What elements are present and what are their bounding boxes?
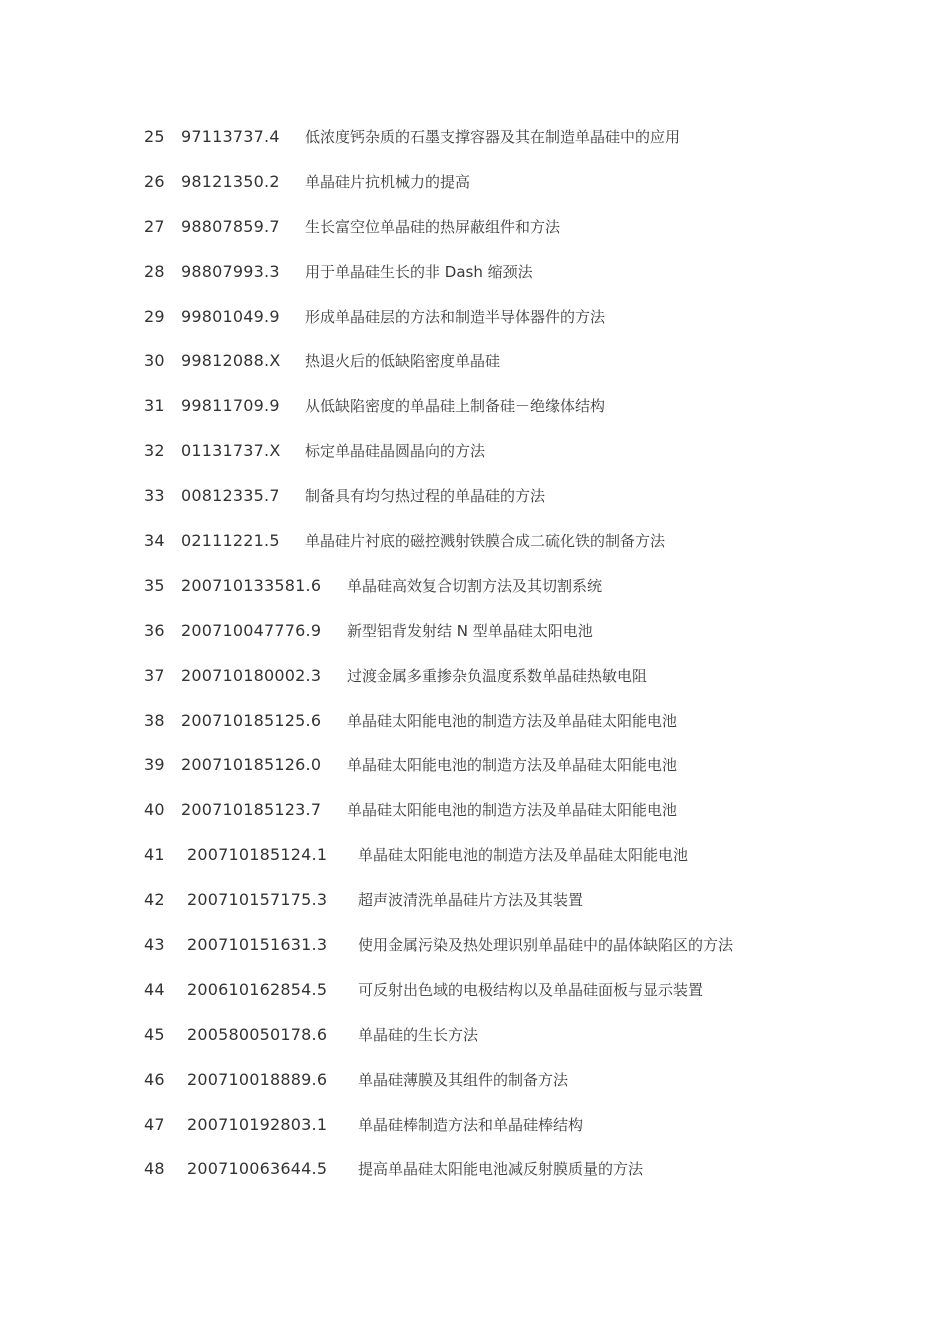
entry-number: 32 xyxy=(144,441,165,461)
application-number: 200580050178.6 xyxy=(187,1024,328,1044)
application-number: 200710185126.0 xyxy=(181,755,322,775)
patent-title: 可反射出色域的电极结构以及单晶硅面板与显示装置 xyxy=(358,980,704,999)
list-item xyxy=(144,395,904,440)
patent-title: 热退火后的低缺陷密度单晶硅 xyxy=(305,352,501,371)
entry-number: 45 xyxy=(144,1024,165,1044)
application-number: 99801049.9 xyxy=(181,306,280,326)
list-item xyxy=(144,934,904,979)
application-number: 97113737.4 xyxy=(181,127,280,146)
entry-number: 43 xyxy=(144,935,165,955)
application-number: 200710185125.6 xyxy=(181,710,322,730)
entry-number: 46 xyxy=(144,1069,165,1089)
patent-title: 单晶硅的生长方法 xyxy=(358,1025,479,1044)
list-item xyxy=(144,485,904,530)
list-item xyxy=(144,1114,904,1159)
list-item xyxy=(144,799,904,844)
entry-number: 41 xyxy=(144,845,165,865)
list-item xyxy=(144,261,904,306)
list-item xyxy=(144,440,904,485)
patent-title: 单晶硅片抗机械力的提高 xyxy=(305,172,471,191)
entry-number: 40 xyxy=(144,800,165,820)
list-item xyxy=(144,665,904,710)
patent-title: 提高单晶硅太阳能电池减反射膜质量的方法 xyxy=(358,1160,644,1179)
entry-number: 29 xyxy=(144,306,165,326)
patent-title: 单晶硅棒制造方法和单晶硅棒结构 xyxy=(358,1115,584,1134)
entry-number: 27 xyxy=(144,216,165,236)
entry-number: 48 xyxy=(144,1159,165,1179)
patent-title: 低浓度钙杂质的石墨支撑容器及其在制造单晶硅中的应用 xyxy=(305,128,681,146)
list-item xyxy=(144,350,904,395)
entry-number: 39 xyxy=(144,755,165,775)
entry-number: 26 xyxy=(144,171,165,191)
entry-number: 30 xyxy=(144,351,165,371)
application-number: 02111221.5 xyxy=(181,531,280,551)
patent-title: 超声波清洗单晶硅片方法及其装置 xyxy=(358,891,584,910)
entry-number: 38 xyxy=(144,710,165,730)
entry-number: 35 xyxy=(144,575,165,595)
application-number: 98121350.2 xyxy=(181,171,280,191)
patent-title: 生长富空位单晶硅的热屏蔽组件和方法 xyxy=(305,217,561,236)
patent-title: 使用金属污染及热处理识别单晶硅中的晶体缺陷区的方法 xyxy=(358,936,734,955)
patent-title: 标定单晶硅晶圆晶向的方法 xyxy=(305,442,486,461)
patent-list xyxy=(144,126,904,1203)
patent-title: 从低缺陷密度的单晶硅上制备硅－绝缘体结构 xyxy=(305,397,606,416)
application-number: 99812088.X xyxy=(181,351,281,371)
application-number: 200710185124.1 xyxy=(187,845,328,865)
entry-number: 33 xyxy=(144,486,165,506)
list-item xyxy=(144,754,904,799)
patent-title: 制备具有均匀热过程的单晶硅的方法 xyxy=(305,487,546,506)
patent-title: 新型铝背发射结 N 型单晶硅太阳电池 xyxy=(347,621,593,640)
entry-number: 28 xyxy=(144,261,165,281)
entry-number: 31 xyxy=(144,396,165,416)
list-item xyxy=(144,844,904,889)
patent-title: 用于单晶硅生长的非 Dash 缩颈法 xyxy=(305,262,533,281)
application-number: 200710018889.6 xyxy=(187,1069,328,1089)
entry-number: 37 xyxy=(144,665,165,685)
application-number: 200610162854.5 xyxy=(187,979,328,999)
application-number: 01131737.X xyxy=(181,441,281,461)
patent-title: 形成单晶硅层的方法和制造半导体器件的方法 xyxy=(305,307,606,326)
application-number: 00812335.7 xyxy=(181,486,280,506)
application-number: 200710157175.3 xyxy=(187,890,328,910)
application-number: 200710133581.6 xyxy=(181,575,322,595)
application-number: 200710192803.1 xyxy=(187,1114,328,1134)
entry-number: 25 xyxy=(144,127,165,146)
patent-title: 单晶硅片衬底的磁控溅射铁膜合成二硫化铁的制备方法 xyxy=(305,532,666,551)
list-item xyxy=(144,889,904,934)
list-item xyxy=(144,979,904,1024)
application-number: 99811709.9 xyxy=(181,396,280,416)
application-number: 98807993.3 xyxy=(181,261,280,281)
patent-title: 单晶硅太阳能电池的制造方法及单晶硅太阳能电池 xyxy=(358,846,689,865)
patent-title: 单晶硅太阳能电池的制造方法及单晶硅太阳能电池 xyxy=(347,711,678,730)
entry-number: 42 xyxy=(144,890,165,910)
application-number: 200710185123.7 xyxy=(181,800,322,820)
application-number: 98807859.7 xyxy=(181,216,280,236)
list-item xyxy=(144,126,904,171)
list-item xyxy=(144,710,904,755)
application-number: 200710180002.3 xyxy=(181,665,322,685)
application-number: 200710063644.5 xyxy=(187,1159,328,1179)
patent-title: 单晶硅太阳能电池的制造方法及单晶硅太阳能电池 xyxy=(347,756,678,775)
application-number: 200710047776.9 xyxy=(181,620,322,640)
list-item xyxy=(144,575,904,620)
patent-title: 单晶硅太阳能电池的制造方法及单晶硅太阳能电池 xyxy=(347,801,678,820)
list-item xyxy=(144,530,904,575)
application-number: 200710151631.3 xyxy=(187,935,328,955)
entry-number: 44 xyxy=(144,979,165,999)
list-item xyxy=(144,1158,904,1203)
list-item xyxy=(144,1024,904,1069)
list-item xyxy=(144,620,904,665)
list-item xyxy=(144,306,904,351)
patent-title: 单晶硅薄膜及其组件的制备方法 xyxy=(358,1070,569,1089)
patent-title: 过渡金属多重掺杂负温度系数单晶硅热敏电阻 xyxy=(347,666,648,685)
list-item xyxy=(144,216,904,261)
entry-number: 34 xyxy=(144,531,165,551)
list-item xyxy=(144,171,904,216)
patent-title: 单晶硅高效复合切割方法及其切割系统 xyxy=(347,576,603,595)
entry-number: 36 xyxy=(144,620,165,640)
entry-number: 47 xyxy=(144,1114,165,1134)
list-item xyxy=(144,1069,904,1114)
